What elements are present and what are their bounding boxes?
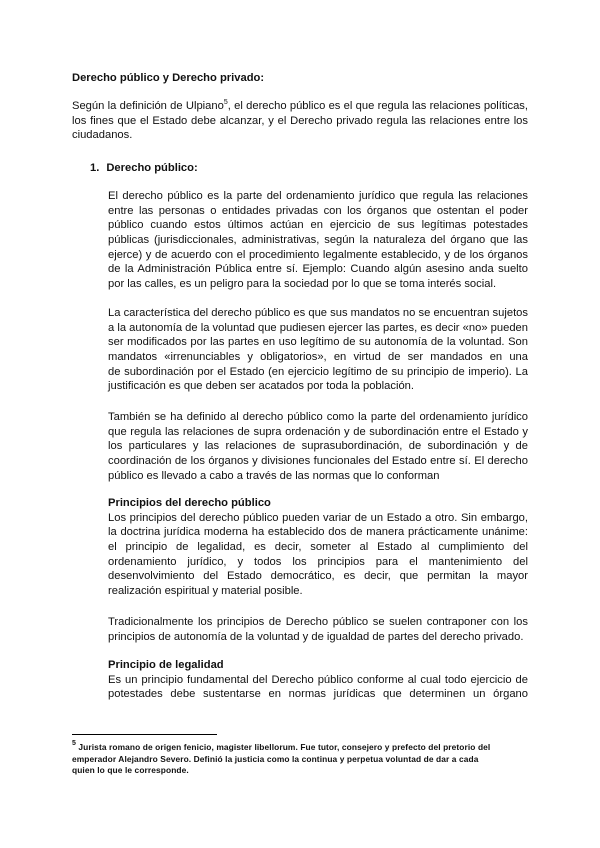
paragraph-1 bbox=[108, 189, 528, 292]
paragraph-line: de subordinación por el Estado (en ejercicio legítimo de su principio de imperio). La bbox=[108, 365, 528, 378]
paragraph-5 bbox=[108, 615, 528, 644]
subheading: Principio de legalidad bbox=[108, 659, 224, 671]
paragraph-line: principios de autonomía de la voluntad y de igualdad de partes del derecho privado. bbox=[108, 630, 524, 643]
paragraph-line: Tradicionalmente los principios de Derecho público se suelen contraponer con los bbox=[108, 616, 528, 628]
section-heading bbox=[90, 161, 198, 176]
paragraph-line: ser modificados por las partes en uso legítimo de su autonomía de la voluntad. Son bbox=[108, 336, 528, 349]
paragraph-line: Según la definición de Ulpiano$^5$, el derecho público es el que regula las relaciones políticas, bbox=[72, 99, 528, 112]
footnote-number: 5 bbox=[72, 740, 76, 747]
paragraph-line: entre las personas o entidades privadas con los órganos que ostentan el poder bbox=[108, 204, 528, 217]
paragraph-line: potestades debe sustentarse en normas jurídicas que determinen un órgano bbox=[108, 688, 528, 701]
paragraph-line: a la autonomía de la voluntad que pudiesen ejercer las partes, es decir «no» pueden bbox=[108, 321, 528, 334]
legalidad-section bbox=[108, 658, 528, 702]
subheading: Principios del derecho público bbox=[108, 497, 271, 509]
paragraph-line: 1. Derecho público: bbox=[90, 162, 198, 174]
paragraph-line: El derecho público es la parte del ordenamiento jurídico que regula las relaciones bbox=[108, 190, 528, 202]
paragraph-line: realización espiritual y material posible. bbox=[108, 585, 303, 598]
paragraph-line: la doctrina jurídica moderna ha establecido dos de manera prácticamente unánime: bbox=[108, 526, 528, 539]
paragraph-line: $^5$ Jurista romano de origen fenicio, magister libellorum. Fue tutor, consejero y prefecto del pretorio del bbox=[72, 740, 491, 752]
paragraph-line: ejerce) y de acuerdo con el procedimiento legalmente establecido, y de los órganos bbox=[108, 248, 528, 261]
section-number: 1. bbox=[90, 162, 100, 174]
footnote-ref[interactable]: 5 bbox=[223, 99, 228, 106]
paragraph-2 bbox=[108, 306, 528, 394]
principios-section bbox=[108, 496, 528, 599]
paragraph-line: de la Administración Pública entre sí. Ejemplo: Cuando algún asesino anda suelto bbox=[108, 263, 528, 276]
paragraph-line: coordinación de los órganos y divisiones funcionales del Estado entre sí. El derecho bbox=[108, 455, 528, 468]
paragraph-line: por las calles, es un peligro para la sociedad por lo que se toma interés social. bbox=[108, 278, 497, 291]
paragraph-line: ordenamiento jurídico, y todos los principios para el mantenimiento del bbox=[108, 555, 528, 568]
paragraph-line: público es llevado a cabo a través de las normas que lo conforman bbox=[108, 469, 440, 482]
paragraph-line: desenvolvimiento del Estado democrático, es decir, que permitan la mayor bbox=[108, 570, 528, 583]
paragraph-line: público cuando estos últimos actúan en ejercicio de sus legítimas potestades bbox=[108, 219, 528, 232]
paragraph-line: mandatos «irrenunciables y obligatorios», en virtud de ser mandados en una bbox=[108, 351, 528, 364]
footnote-separator bbox=[72, 734, 217, 735]
paragraph-line: Los principios del derecho público pueden variar de un Estado a otro. Sin embargo, bbox=[108, 511, 528, 524]
paragraph-line: justificación es que deben ser acatados por toda la población. bbox=[108, 380, 414, 393]
paragraph-line: que regula las relaciones de supra ordenación y de subordinación entre el Estado y bbox=[108, 425, 528, 438]
paragraph-line: emperador Alejandro Severo. Definió la justicia como la continua y perpetua voluntad de dar a cada bbox=[72, 753, 479, 764]
paragraph-3 bbox=[108, 410, 528, 483]
paragraph-line: públicas (jurisdiccionales, administrativas, según la naturaleza del órgano que las bbox=[108, 234, 528, 247]
paragraph-line: La característica del derecho público es que sus mandatos no se encuentran sujetos bbox=[108, 307, 528, 319]
paragraph-line: el principio de legalidad, es decir, someter al Estado al cumplimiento del bbox=[108, 541, 528, 554]
intro-paragraph bbox=[72, 99, 528, 143]
footnote bbox=[72, 742, 528, 777]
paragraph-line: quien lo que le corresponde. bbox=[72, 765, 189, 776]
paragraph-line: ciudadanos. bbox=[72, 129, 133, 142]
paragraph-line: También se ha definido al derecho público como la parte del ordenamiento jurídico bbox=[108, 411, 528, 423]
document-title bbox=[72, 71, 528, 86]
paragraph-line: los particulares y las relaciones de suprasubordinación, de subordinación y de bbox=[108, 440, 528, 453]
paragraph-line: los fines que el Estado debe alcanzar, y el Derecho privado regula las relaciones entre los bbox=[72, 114, 528, 127]
paragraph-line: Es un principio fundamental del Derecho público conforme al cual todo ejercicio de bbox=[108, 673, 528, 686]
paragraph-line: Derecho público y Derecho privado: bbox=[72, 72, 265, 84]
